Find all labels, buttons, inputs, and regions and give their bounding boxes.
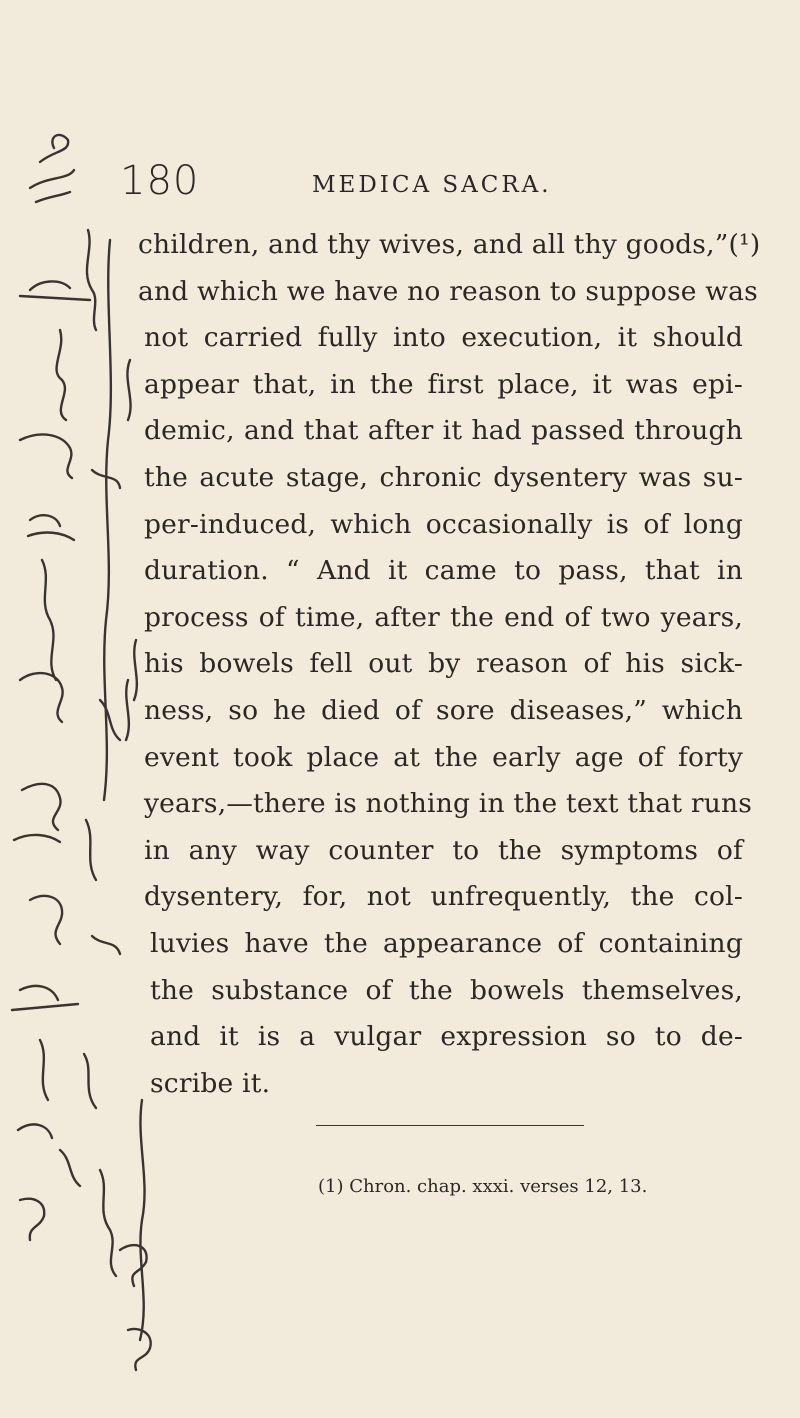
text-line: and which we have no reason to suppose was <box>138 275 758 307</box>
page-number: 180 <box>120 158 200 204</box>
text-line: not carried fully into execution, it should <box>144 322 743 354</box>
text-line: his bowels fell out by reason of his sick- <box>144 648 743 680</box>
text-line: demic, and that after it had passed through <box>144 415 743 447</box>
body-text <box>138 222 761 1107</box>
text-line: in any way counter to the symptoms of <box>144 834 743 866</box>
footnote: (1) Chron. chap. xxxi. verses 12, 13. <box>318 1176 648 1197</box>
running-head: MEDICA SACRA. <box>312 172 552 198</box>
text-line: event took place at the early age of forty <box>144 741 743 773</box>
text-line: ness, so he died of sore diseases,” which <box>144 694 743 726</box>
text-line: appear that, in the first place, it was epi- <box>144 368 743 400</box>
text-line: years,—there is nothing in the text that runs <box>144 788 753 820</box>
text-line: scribe it. <box>150 1067 271 1099</box>
text-line: dysentery, for, not unfrequently, the col- <box>144 881 743 913</box>
footnote-rule <box>316 1125 584 1126</box>
text-line: luvies have the appearance of containing <box>150 927 743 959</box>
page-header <box>0 158 800 208</box>
text-line: per-induced, which occasionally is of long <box>144 508 743 540</box>
text-line: the acute stage, chronic dysentery was su- <box>144 461 743 493</box>
text-line: duration. “ And it came to pass, that in <box>144 555 743 587</box>
text-line: process of time, after the end of two years, <box>144 601 743 633</box>
text-line: and it is a vulgar expression so to de- <box>150 1021 743 1053</box>
text-line: the substance of the bowels themselves, <box>150 974 743 1006</box>
text-line: children, and thy wives, and all thy goods,”(¹) <box>138 229 761 260</box>
